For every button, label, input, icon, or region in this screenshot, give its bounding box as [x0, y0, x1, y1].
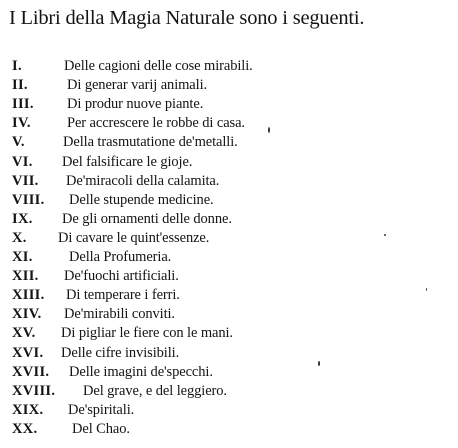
book-title: Del Chao. — [72, 420, 130, 437]
book-title: Per accrescere le robbe di casa. — [67, 115, 245, 132]
book-numeral: XX. — [12, 420, 38, 437]
book-title: Delle stupende medicine. — [69, 191, 214, 208]
book-numeral: VIII. — [12, 191, 45, 208]
book-title: Del falsificare le gioje. — [62, 153, 193, 170]
book-numeral: V. — [12, 134, 25, 151]
ink-speck — [318, 361, 320, 366]
book-title: Della trasmutatione de'metalli. — [63, 134, 238, 151]
book-title: De'spiritali. — [68, 401, 135, 418]
book-title: Delle imagini de'specchi. — [69, 363, 213, 380]
ink-speck — [426, 288, 427, 291]
book-numeral: XIII. — [12, 287, 45, 304]
book-numeral: XI. — [12, 249, 33, 265]
book-numeral: II. — [12, 77, 28, 94]
book-title: Di pigliar le fiere con le mani. — [61, 325, 233, 342]
ink-speck — [384, 234, 386, 236]
book-title: Della Profumeria. — [69, 249, 172, 265]
book-title: De gli ornamenti delle donne. — [62, 210, 232, 227]
book-title: De'miracoli della calamita. — [66, 172, 220, 189]
book-numeral: I. — [12, 58, 22, 74]
page-title: I Libri della Magia Naturale sono i seguenti. — [9, 7, 365, 29]
book-numeral: XIV. — [12, 306, 42, 323]
book-numeral: XII. — [12, 268, 39, 285]
book-numeral: IX. — [12, 210, 33, 227]
book-numeral: XIX. — [12, 401, 44, 418]
book-numeral: III. — [12, 96, 34, 113]
book-title: Delle cagioni delle cose mirabili. — [64, 58, 253, 74]
book-numeral: XVIII. — [12, 382, 56, 399]
book-numeral: IV. — [12, 115, 31, 132]
book-title: Del grave, e del leggiero. — [83, 382, 227, 399]
book-numeral: XVII. — [12, 363, 50, 380]
book-title: Di generar varij animali. — [67, 77, 208, 94]
book-title: Delle cifre invisibili. — [61, 344, 180, 361]
book-numeral: X. — [12, 229, 27, 246]
book-title: De'fuochi artificiali. — [64, 268, 179, 285]
book-title: Di cavare le quint'essenze. — [58, 229, 210, 246]
book-title: Di produr nuove piante. — [67, 96, 204, 113]
book-title: Di temperare i ferri. — [66, 287, 180, 304]
book-numeral: XV. — [12, 325, 36, 342]
book-title: De'mirabili conviti. — [64, 306, 175, 323]
book-numeral: XVI. — [12, 344, 44, 361]
book-numeral: VII. — [12, 172, 39, 189]
ink-speck — [268, 127, 270, 133]
book-numeral: VI. — [12, 153, 33, 170]
